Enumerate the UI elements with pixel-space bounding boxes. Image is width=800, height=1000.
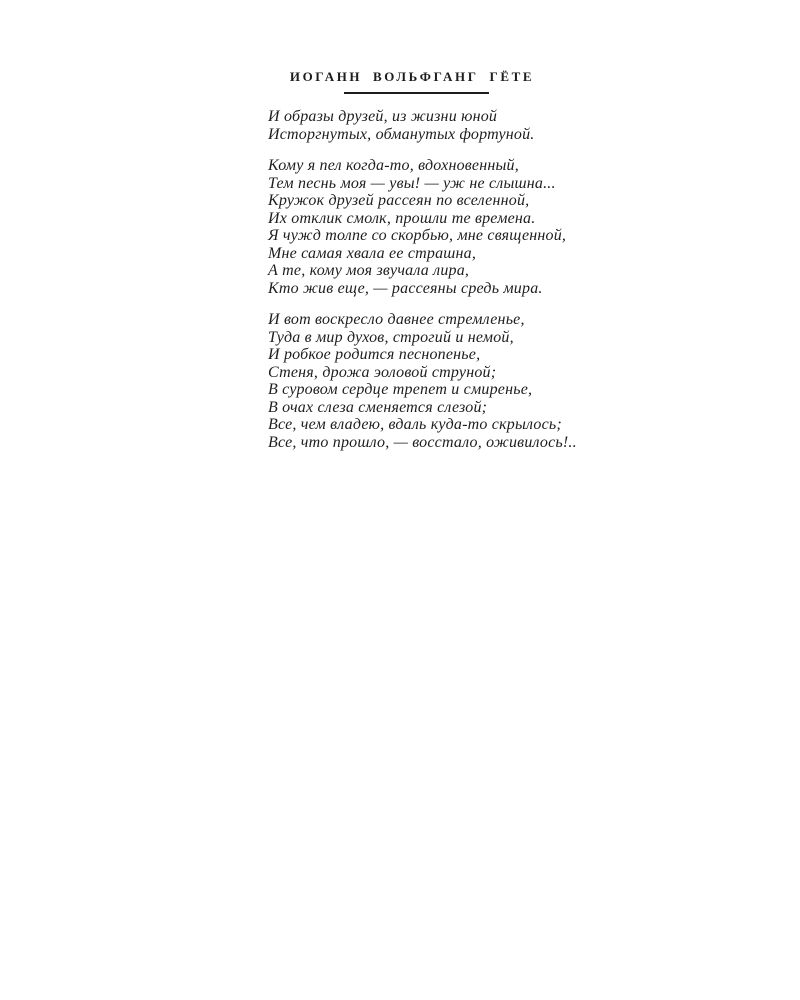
poem-line: Стеня, дрожа эоловой струной; <box>268 363 497 381</box>
poem-line: Кружок друзей рассеян по вселенной, <box>268 192 530 209</box>
poem-line: Исторгнутых, обманутых фортуной. <box>268 125 535 143</box>
poem-line: Тем песнь моя — увы! — уж не слышна... <box>268 174 556 192</box>
poem-line: А те, кому моя звучала лира, <box>268 262 470 279</box>
poem-stanza-3 <box>268 311 577 451</box>
poem-line: В суровом сердце трепет и смиренье, <box>268 381 533 398</box>
poem-stanza-1 <box>268 108 577 143</box>
poem-stanza-2 <box>268 157 577 297</box>
poem-line: Кому я пел когда-то, вдохновенный, <box>268 157 519 174</box>
poem-line: И вот воскресло давнее стремленье, <box>268 311 525 328</box>
poem-line: Все, что прошло, — восстало, оживилось!.. <box>268 433 577 451</box>
author-header: ИОГАНН ВОЛЬФГАНГ ГЁТЕ <box>289 69 535 84</box>
poem-line: Я чужд толпе со скорбью, мне священной, <box>268 227 567 244</box>
header-rule-divider <box>344 92 489 94</box>
poem-line: И робкое родится песнопенье, <box>268 346 481 363</box>
poem-line: В очах слеза сменяется слезой; <box>268 398 488 416</box>
poem-line: Их отклик смолк, прошли те времена. <box>268 209 536 227</box>
poem-line: Все, чем владею, вдаль куда-то скрылось; <box>268 416 562 433</box>
poem-line: И образы друзей, из жизни юной <box>268 108 498 125</box>
poem-line: Туда в мир духов, строгий и немой, <box>268 328 514 346</box>
poem-text <box>268 108 577 465</box>
poem-line: Мне самая хвала ее страшна, <box>268 244 477 262</box>
poem-line: Кто жив еще, — рассеяны средь мира. <box>268 279 543 297</box>
